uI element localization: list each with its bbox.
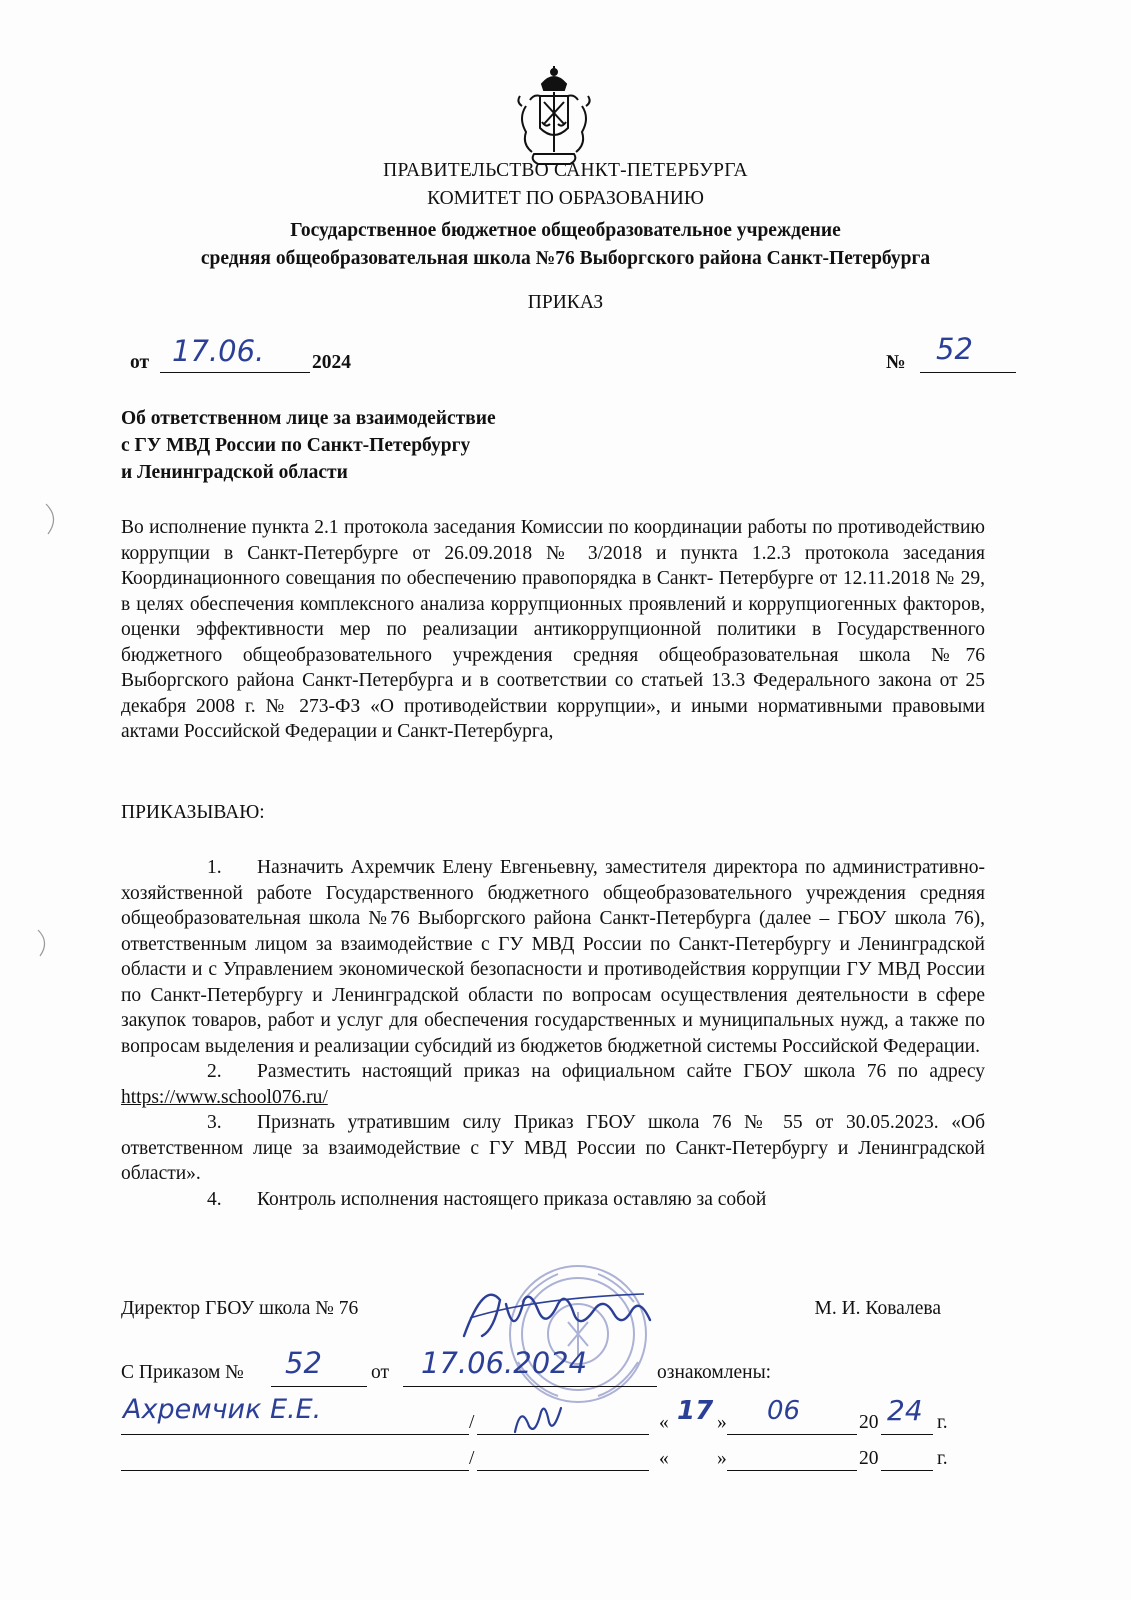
item-text: Разместить настоящий приказ на официальном сайте ГБОУ школа 76 по адресу [257, 1061, 985, 1082]
handwritten-order-number: 52 [936, 332, 973, 366]
ack-month-blank [727, 1442, 857, 1471]
ack-year-prefix: 20 [859, 1448, 879, 1469]
acknowledgement-prefix: С Приказом № [121, 1362, 244, 1383]
director-name: М. И. Ковалева [814, 1298, 941, 1319]
handwritten-ack-number: 52 [285, 1346, 322, 1380]
ack-year-blank [881, 1442, 933, 1471]
ack-year-prefix: 20 [859, 1412, 879, 1433]
punch-hole-mark [28, 924, 58, 964]
school-website-link[interactable]: https://www.school076.ru/ [121, 1086, 328, 1108]
list-item [121, 1059, 985, 1110]
punch-hole-mark [32, 500, 62, 540]
coat-of-arms-emblem [512, 66, 596, 170]
order-title-line-1: Об ответственном лице за взаимодействие [121, 408, 496, 429]
ack-quote-open: « [659, 1448, 669, 1469]
list-item [121, 1110, 985, 1187]
item-text: Контроль исполнения настоящего приказа оставляю за собой [257, 1188, 767, 1210]
ack-from: от [371, 1362, 390, 1383]
preamble-paragraph: Во исполнение пункта 2.1 протокола заседания Комиссии по координации работы по противодействию коррупции в Санкт-Петербурге от 26.09.2018 № 3/2018 и пункта 1.2.3 протокола заседания Координационного совещания по обеспечению правопорядка в Санкт- Петербурге от 12.11.2018 № 29, в целях обеспечения комплексного анализа коррупционных проявлений и коррупциогенных факторов, оценки эффективности мер по реализации антикоррупционной политики в Государственного бюджетного общеобразовательного учреждения средняя общеобразовательная школа №76 Выборгского района Санкт-Петербурга и в соответствии со статьей 13.3 Федерального закона от 25 декабря 2008 г. № 273-ФЗ «О противодействии коррупции», и иными нормативными правовыми актами Российской Федерации и Санкт-Петербурга, [121, 517, 985, 742]
item-number: 1. [207, 857, 222, 878]
committee-title: КОМИТЕТ ПО ОБРАЗОВАНИЮ [427, 188, 704, 209]
ack-quote-close: » [717, 1448, 727, 1469]
acknowledgement-row [121, 1346, 941, 1390]
handwritten-ack-date: 17.06.2024 [421, 1346, 588, 1380]
institution-name-line-2: средняя общеобразовательная школа №76 Выборгского района Санкт-Петербурга [200, 248, 931, 269]
ack-suffix: ознакомлены: [657, 1362, 772, 1383]
item-number: 2. [207, 1061, 222, 1082]
order-date-number-row [130, 332, 1020, 382]
item-text: Признать утратившим силу Приказ ГБОУ школа 76 № 55 от 30.05.2023. «Об ответственном лице за взаимодействие с ГУ МВД России по Санкт-Петербургу и Ленинградской области». [121, 1112, 985, 1184]
ack-quote-close: » [717, 1412, 727, 1433]
order-items-list [121, 855, 985, 1212]
ack-name-blank [121, 1442, 469, 1471]
employee-signature [509, 1398, 569, 1438]
order-title-line-3: и Ленинградской области [121, 462, 348, 483]
ack-signature-row [121, 1442, 961, 1474]
handwritten-date: 17.06. [172, 334, 265, 368]
ack-year-suffix: г. [937, 1448, 948, 1469]
order-title-line-2: с ГУ МВД России по Санкт-Петербургу [121, 435, 471, 456]
order-title [121, 405, 621, 486]
handwritten-employee-name: Ахремчик Е.Е. [123, 1394, 322, 1425]
order-directive-word: ПРИКАЗЫВАЮ: [121, 802, 265, 823]
handwritten-ack-day: 17 [677, 1396, 714, 1426]
order-year: 2024 [312, 352, 351, 373]
item-number: 4. [207, 1188, 222, 1210]
ack-quote-open: « [659, 1412, 669, 1433]
government-title: ПРАВИТЕЛЬСТВО САНКТ-ПЕТЕРБУРГА [383, 160, 748, 181]
item-text: Назначить Ахремчик Елену Евгеньевну, заместителя директора по административно-хозяйственной работе Государственного бюджетного общеобразовательного учреждения средняя общеобразовательная школа №76 Выборгского района Санкт-Петербурга (далее – ГБОУ школа 76), ответственным лицом за взаимодействие с ГУ МВД России по Санкт-Петербургу и Ленинградской области и с Управлением экономической безопасности и противодействия коррупции ГУ МВД России по Санкт-Петербургу и Ленинградской области по вопросам осуществления деятельности в сфере закупок товаров, работ и услуг для обеспечения государственных и муниципальных нужд, а также по вопросам выделения и реализации субсидий из бюджетов бюджетной системы Российской Федерации. [121, 857, 985, 1057]
list-item [121, 855, 985, 1059]
item-number: 3. [207, 1112, 222, 1133]
ack-signature-row [121, 1394, 961, 1438]
number-label: № [886, 352, 906, 373]
document-type: ПРИКАЗ [527, 292, 604, 313]
ack-separator: / [469, 1412, 475, 1433]
handwritten-ack-month: 06 [767, 1396, 801, 1426]
date-prefix: от [130, 352, 150, 373]
handwritten-ack-year: 24 [887, 1394, 923, 1427]
signature-row [121, 1298, 941, 1328]
institution-name-line-1: Государственное бюджетное общеобразовательное учреждение [290, 220, 841, 241]
list-item [121, 1187, 985, 1213]
ack-sign-blank [477, 1442, 649, 1471]
ack-year-suffix: г. [937, 1412, 948, 1433]
ack-separator: / [469, 1448, 475, 1469]
director-position: Директор ГБОУ школа № 76 [121, 1298, 359, 1319]
